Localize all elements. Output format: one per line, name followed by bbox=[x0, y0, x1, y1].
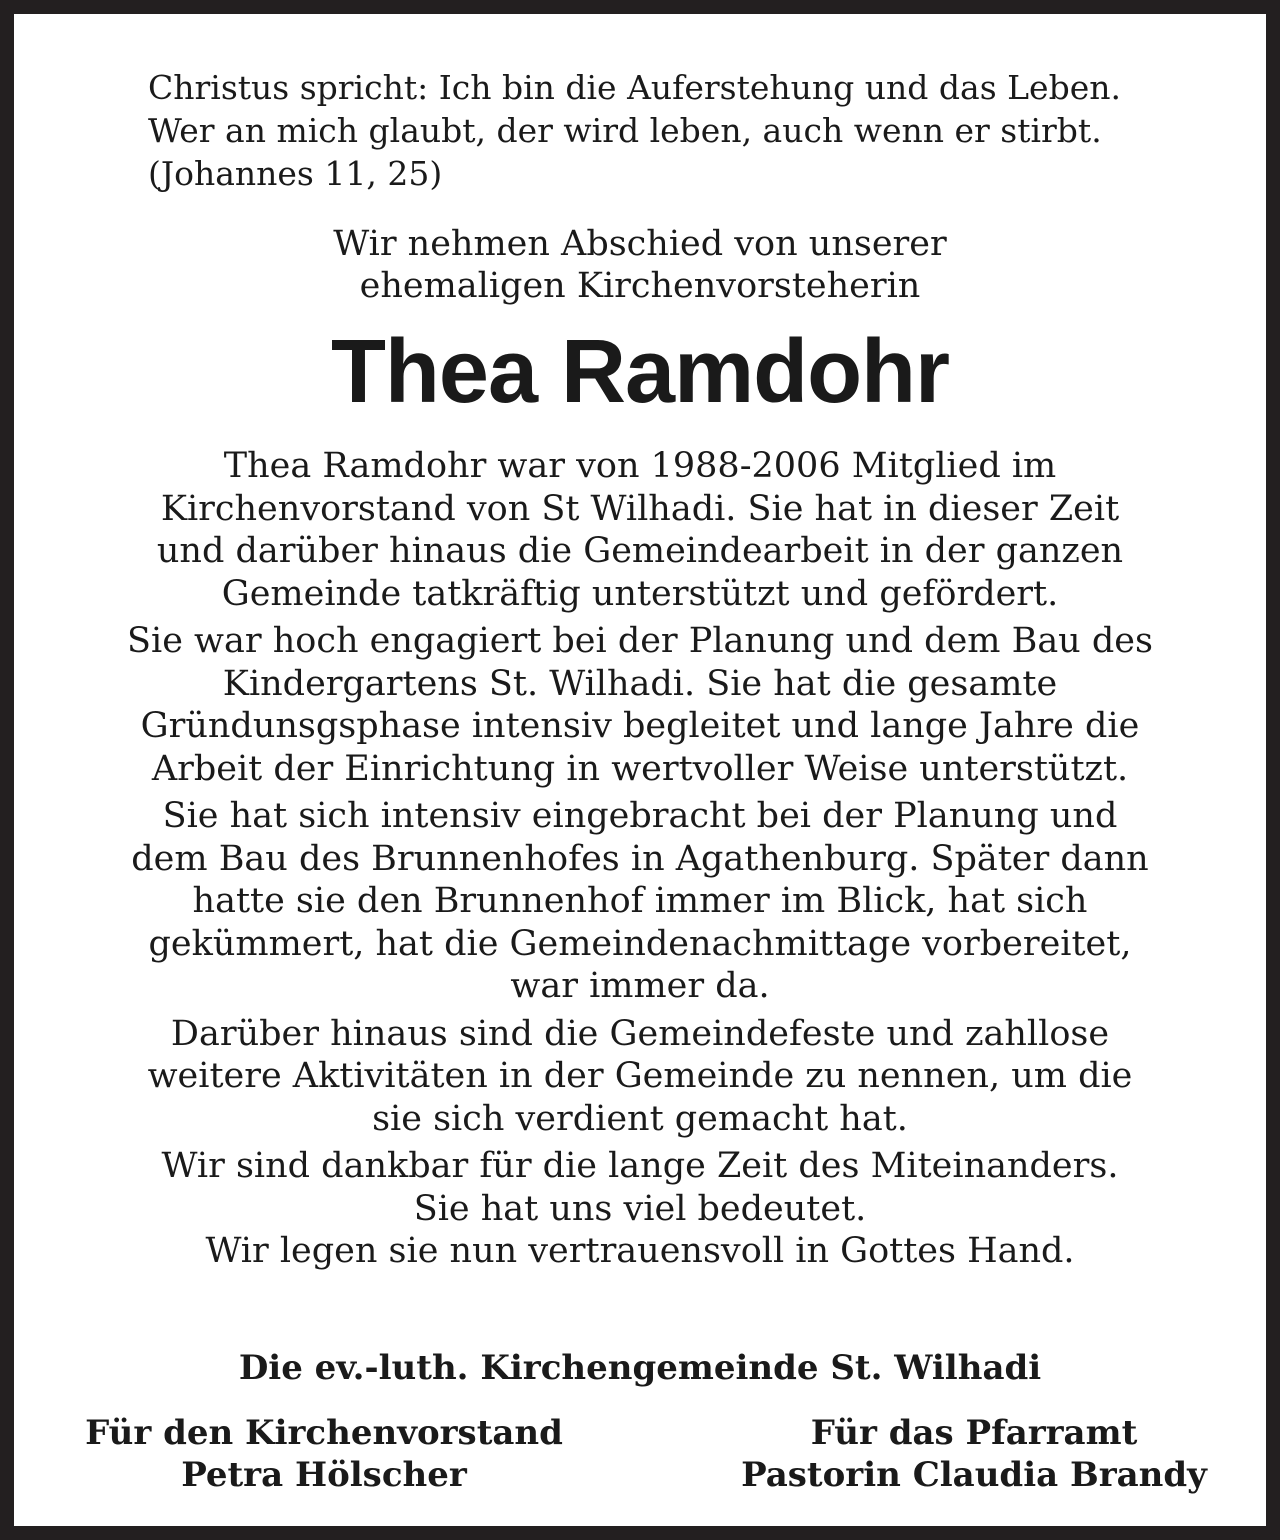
verse-line-2: Wer an mich glaubt, der wird leben, auch wenn er stirbt. bbox=[148, 111, 1102, 150]
paragraph-kindergarten bbox=[14, 620, 1266, 790]
text-line: Kirchenvorstand von St Wilhadi. Sie hat in dieser Zeit bbox=[160, 488, 1120, 529]
verse-reference: (Johannes 11, 25) bbox=[148, 154, 443, 193]
deceased-name: Thea Ramdohr bbox=[330, 322, 950, 422]
signatory-role: Für das Pfarramt bbox=[810, 1413, 1138, 1453]
text-line: Sie war hoch engagiert bei der Planung und dem Bau des bbox=[127, 621, 1153, 661]
signatory-name: Pastorin Claudia Brandy bbox=[741, 1455, 1207, 1495]
text-line: Gemeinde tatkräftig unterstützt und gefördert. bbox=[221, 573, 1059, 614]
text-line: war immer da. bbox=[510, 966, 770, 1006]
congregation-name: Die ev.-luth. Kirchengemeinde St. Wilhadi bbox=[238, 1348, 1042, 1388]
text-line: hatte sie den Brunnenhof immer im Blick, hat sich bbox=[192, 881, 1088, 921]
text-line: Wir sind dankbar für die lange Zeit des Miteinanders. bbox=[161, 1146, 1119, 1186]
text-line: Kindergartens St. Wilhadi. Sie hat die gesamte bbox=[222, 663, 1058, 704]
intro-line-1: Wir nehmen Abschied von unserer bbox=[333, 224, 947, 264]
intro-line-2: ehemaligen Kirchenvorsteherin bbox=[359, 266, 921, 306]
text-line: Wir legen sie nun vertrauensvoll in Gottes Hand. bbox=[205, 1231, 1075, 1271]
text-line: Thea Ramdohr war von 1988-2006 Mitglied im bbox=[223, 446, 1057, 486]
text-line: dem Bau des Brunnenhofes in Agathenburg. Später dann bbox=[131, 838, 1149, 879]
paragraph-membership bbox=[14, 445, 1266, 615]
paragraph-closing bbox=[14, 1145, 1266, 1273]
signatory-role: Für den Kirchenvorstand bbox=[85, 1413, 563, 1453]
text-line: weitere Aktivitäten in der Gemeinde zu nennen, um die bbox=[147, 1056, 1133, 1096]
signature-church-board bbox=[54, 1412, 594, 1496]
text-line: Darüber hinaus sind die Gemeindefeste und zahllose bbox=[170, 1013, 1110, 1054]
farewell-intro bbox=[14, 223, 1266, 307]
tribute-text bbox=[14, 445, 1266, 1278]
text-line: Sie hat sich intensiv eingebracht bei der Planung und bbox=[162, 796, 1118, 836]
text-line: Sie hat uns viel bedeutet. bbox=[413, 1188, 867, 1229]
paragraph-brunnenhof bbox=[14, 795, 1266, 1008]
text-line: Gründunsgsphase intensiv begleitet und lange Jahre die bbox=[140, 706, 1140, 746]
signature-parish-office bbox=[704, 1412, 1244, 1496]
text-line: Arbeit der Einrichtung in wertvoller Weise unterstützt. bbox=[151, 748, 1129, 789]
signatory-name: Petra Hölscher bbox=[181, 1455, 467, 1495]
paragraph-activities bbox=[14, 1013, 1266, 1141]
text-line: sie sich verdient gemacht hat. bbox=[372, 1098, 908, 1139]
text-line: gekümmert, hat die Gemeindenachmittage vorbereitet, bbox=[148, 923, 1132, 964]
bible-verse bbox=[148, 66, 1208, 195]
verse-line-1: Christus spricht: Ich bin die Auferstehung und das Leben. bbox=[148, 68, 1121, 107]
text-line: und darüber hinaus die Gemeindearbeit in der ganzen bbox=[156, 531, 1124, 571]
